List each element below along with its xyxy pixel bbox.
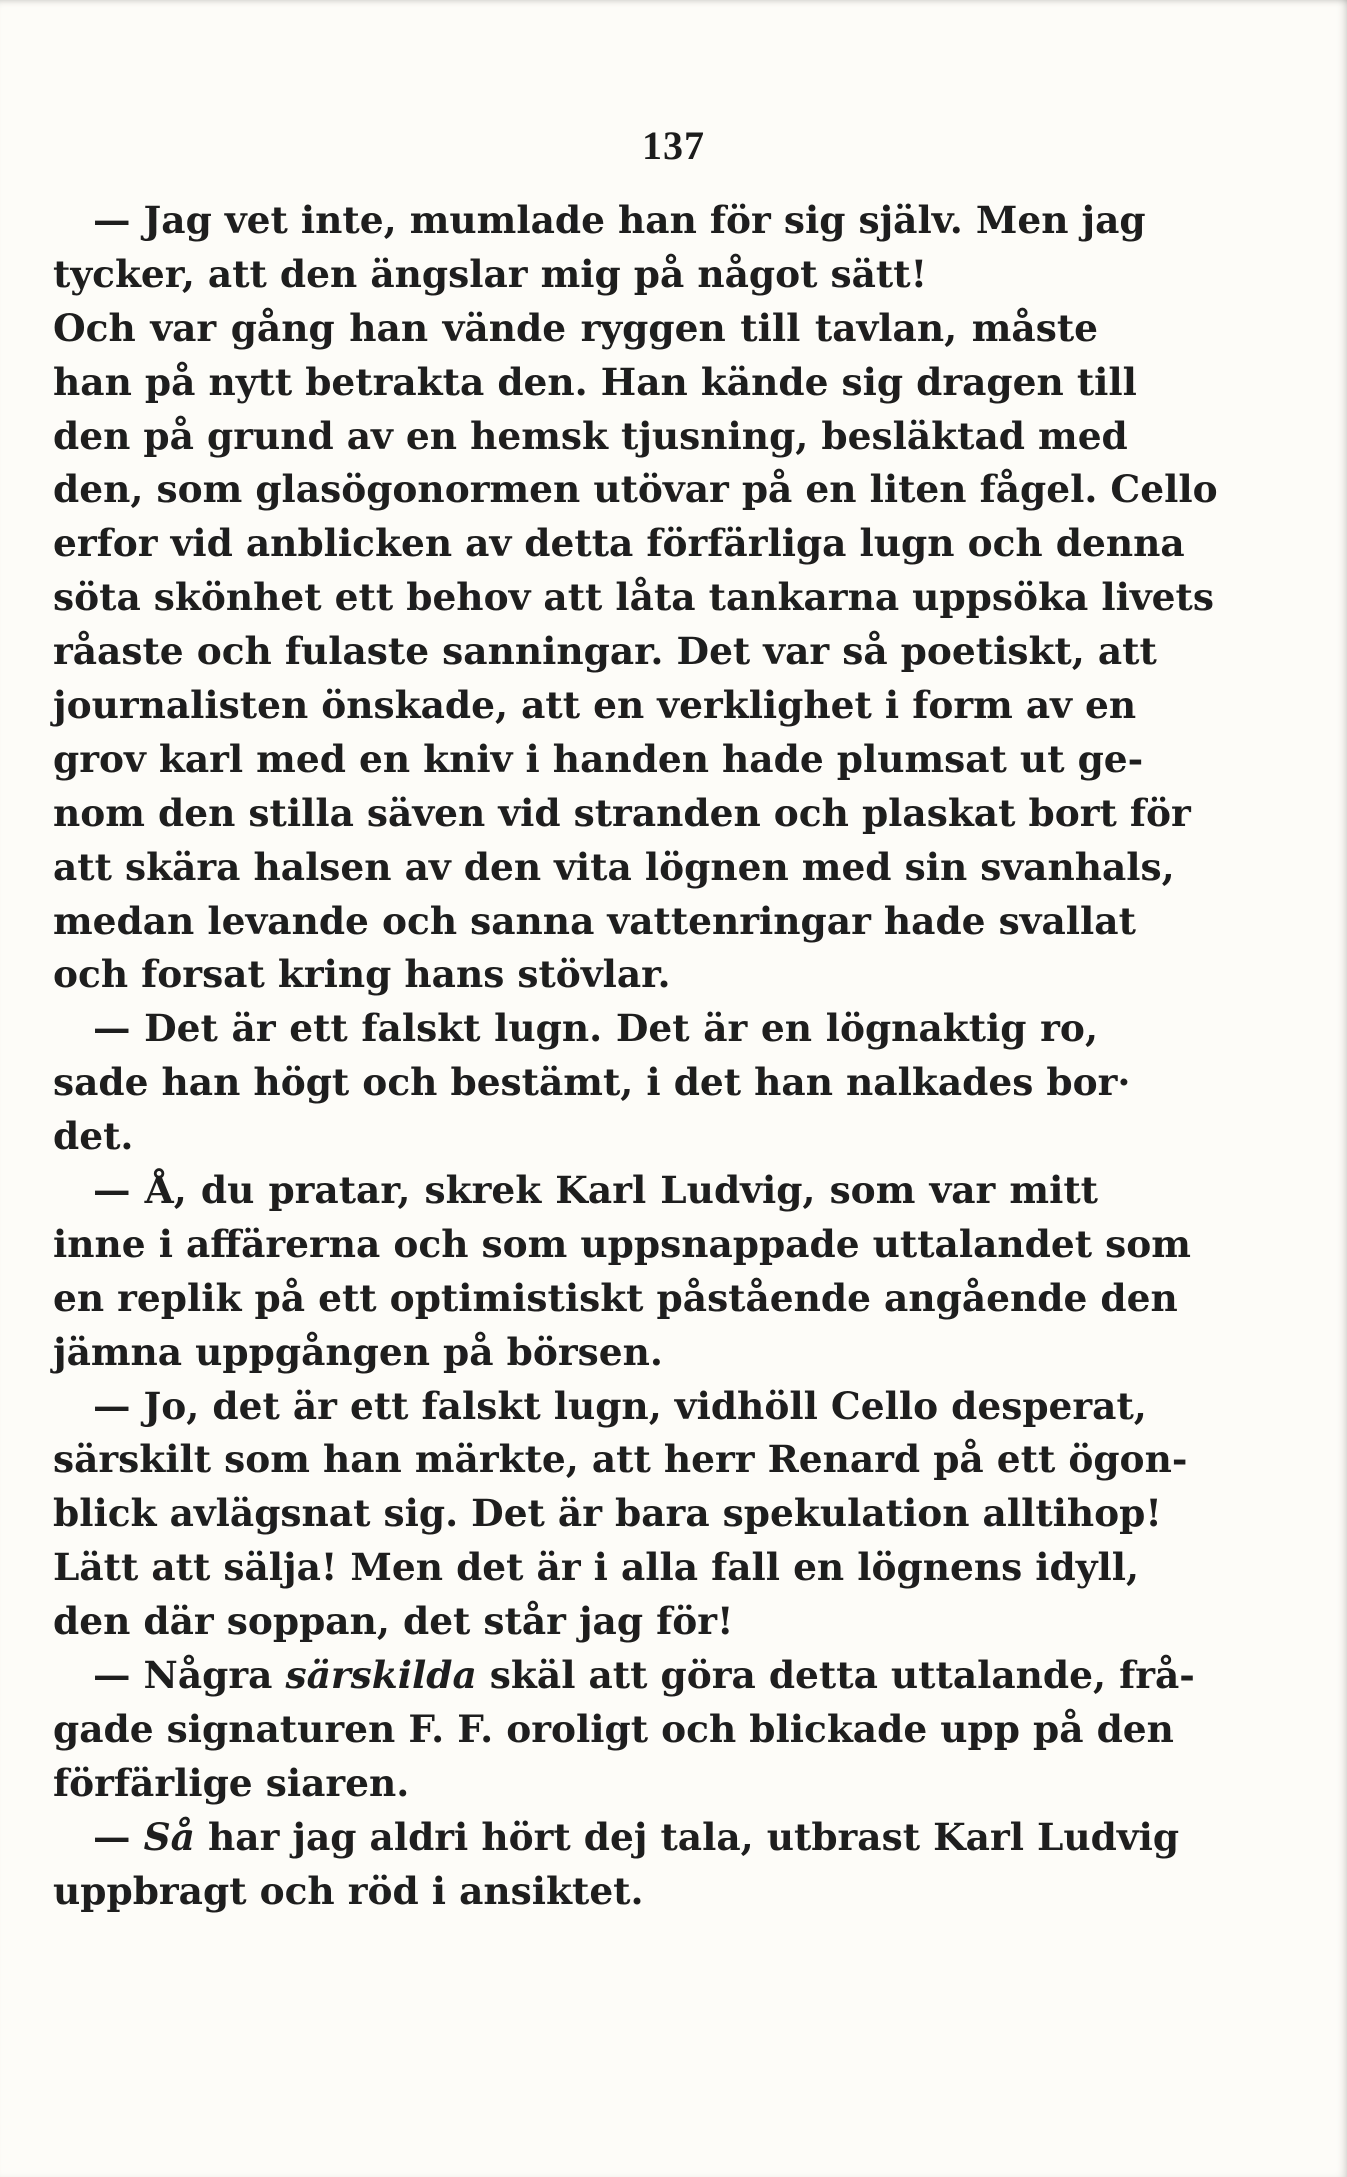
text-line: förfärlige siaren. [53,1760,410,1805]
text-line: och forsat kring hans stövlar. [53,952,671,997]
text-line: tycker, att den ängslar mig på något sätt! [53,251,928,296]
page-number: 137 [642,123,705,168]
text-line: sade han högt och bestämt, i det han nalkades bor· [53,1060,1131,1105]
text-line: erfor vid anblicken av detta förfärliga lugn och denna [53,521,1185,566]
text-line: söta skönhet ett behov att låta tankarna uppsöka livets [53,575,1214,620]
text-line: gade signaturen F. F. oroligt och blickade upp på den [53,1706,1174,1751]
text-line: uppbragt och röd i ansiktet. [53,1868,644,1913]
text-line: den där soppan, det står jag för! [53,1599,734,1644]
text-line: att skära halsen av den vita lögnen med sin svanhals, [53,844,1175,889]
text-line: jämna uppgången på börsen. [53,1329,663,1374]
text-line: råaste och fulaste sanningar. Det var så poetiskt, att [53,629,1157,674]
text-line: — Det är ett falskt lugn. Det är en lögnaktig ro, [93,1006,1098,1051]
text-segment: skäl att göra detta uttalande, frå- [476,1653,1195,1698]
text-line: — Jo, det är ett falskt lugn, vidhöll Cello desperat, [93,1383,1147,1428]
text-line: Lätt att sälja! Men det är i alla fall en lögnens idyll, [53,1545,1140,1590]
text-line: blick avlägsnat sig. Det är bara spekulation alltihop! [53,1491,1162,1536]
text-line: den på grund av en hemsk tjusning, besläktad med [53,413,1128,458]
text-line: han på nytt betrakta den. Han kände sig dragen till [53,359,1137,404]
text-line: nom den stilla säven vid stranden och plaskat bort för [53,790,1191,835]
text-line: — Å, du pratar, skrek Karl Ludvig, som var mitt [93,1168,1098,1213]
emphasized-word: Så [143,1814,195,1859]
text-line: medan levande och sanna vattenringar hade svallat [53,898,1136,943]
text-segment: — [93,1814,144,1859]
text-line: den, som glasögonormen utövar på en liten fågel. Cello [53,467,1218,512]
body-text [53,194,1218,1919]
text-line: inne i affärerna och som uppsnappade uttalandet som [53,1221,1191,1266]
text-segment: — Några [93,1653,286,1698]
text-line [53,1649,1195,1703]
text-line: journalisten önskade, att en verklighet i form av en [53,683,1137,728]
emphasized-word: särskilda [285,1653,477,1698]
text-line: — Jag vet inte, mumlade han för sig själv. Men jag [93,198,1146,242]
text-line [53,1811,1180,1865]
text-line: särskilt som han märkte, att herr Renard på ett ögon- [53,1437,1188,1482]
text-line: det. [53,1114,134,1159]
text-segment: har jag aldri hört dej tala, utbrast Karl Ludvig [194,1814,1180,1859]
text-line: grov karl med en kniv i handen hade plumsat ut ge- [53,736,1144,781]
text-line: en replik på ett optimistiskt påstående angående den [53,1275,1178,1320]
text-line: Och var gång han vände ryggen till tavlan, måste [53,305,1098,350]
